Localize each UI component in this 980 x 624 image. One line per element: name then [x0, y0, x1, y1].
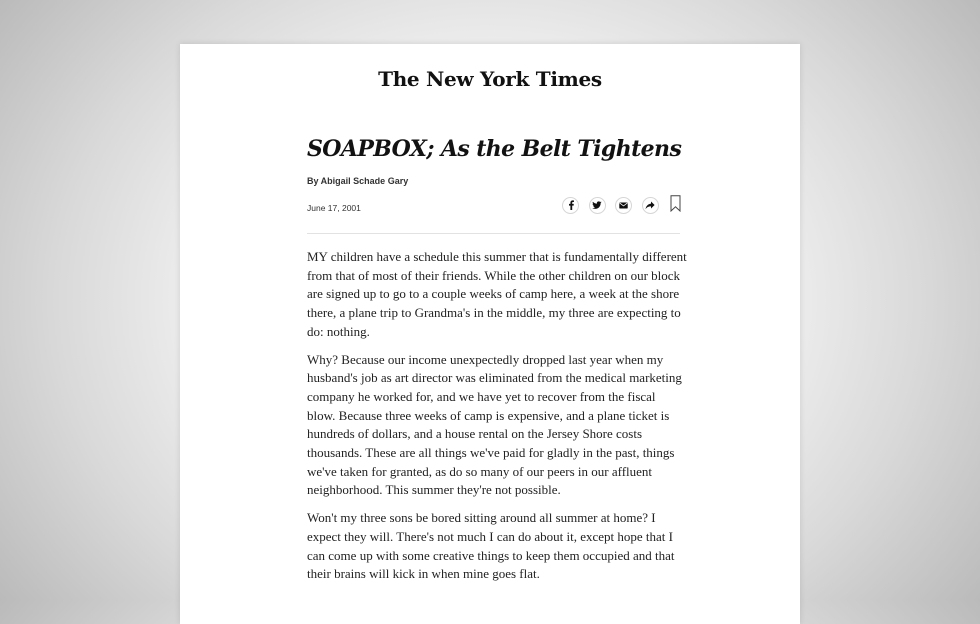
article-byline: By Abigail Schade Gary [307, 176, 409, 186]
email-share-button[interactable] [615, 197, 632, 214]
share-toolbar [562, 196, 682, 214]
masthead-logo[interactable]: The New York Times [378, 67, 602, 91]
article-paragraph: Won't my three sons be bored sitting around all summer at home? I expect they will. There's not much I can do about it, except hope that I can come up with some creative things to keep them occupied and that their brains will kick in when mine goes flat. [307, 510, 675, 582]
more-share-button[interactable] [642, 197, 659, 214]
twitter-share-button[interactable] [589, 197, 606, 214]
save-button[interactable] [668, 196, 682, 214]
article-page [180, 44, 800, 624]
article-paragraph: MY children have a schedule this summer that is fundamentally different from that of most of their friends. While the other children on our block are signed up to go to a couple weeks of camp here, a week at the shore there, a plane trip to Grandma's in the middle, my three are expecting to do: nothing. [307, 249, 687, 339]
article-paragraph: Why? Because our income unexpectedly dropped last year when my husband's job as art director was eliminated from the medical marketing company he worked for, and we have yet to recover from the fiscal blow. Because three weeks of camp is expensive, and a plane ticket is hundreds of dollars, and a house rental on the Jersey Shore costs thousands. These are all things we've paid for gladly in the past, things we've taken for granted, as do so many of our peers in our affluent neighborhood. This summer they're not possible. [307, 351, 682, 498]
article-body [307, 248, 687, 593]
email-icon [619, 202, 628, 209]
facebook-share-button[interactable] [562, 197, 579, 214]
facebook-icon [567, 200, 575, 210]
share-icon [645, 201, 655, 210]
article-headline: SOAPBOX; As the Belt Tightens [307, 136, 682, 162]
header-divider [307, 233, 680, 234]
twitter-icon [592, 201, 602, 210]
article-date: June 17, 2001 [307, 203, 361, 213]
bookmark-icon [670, 195, 681, 216]
